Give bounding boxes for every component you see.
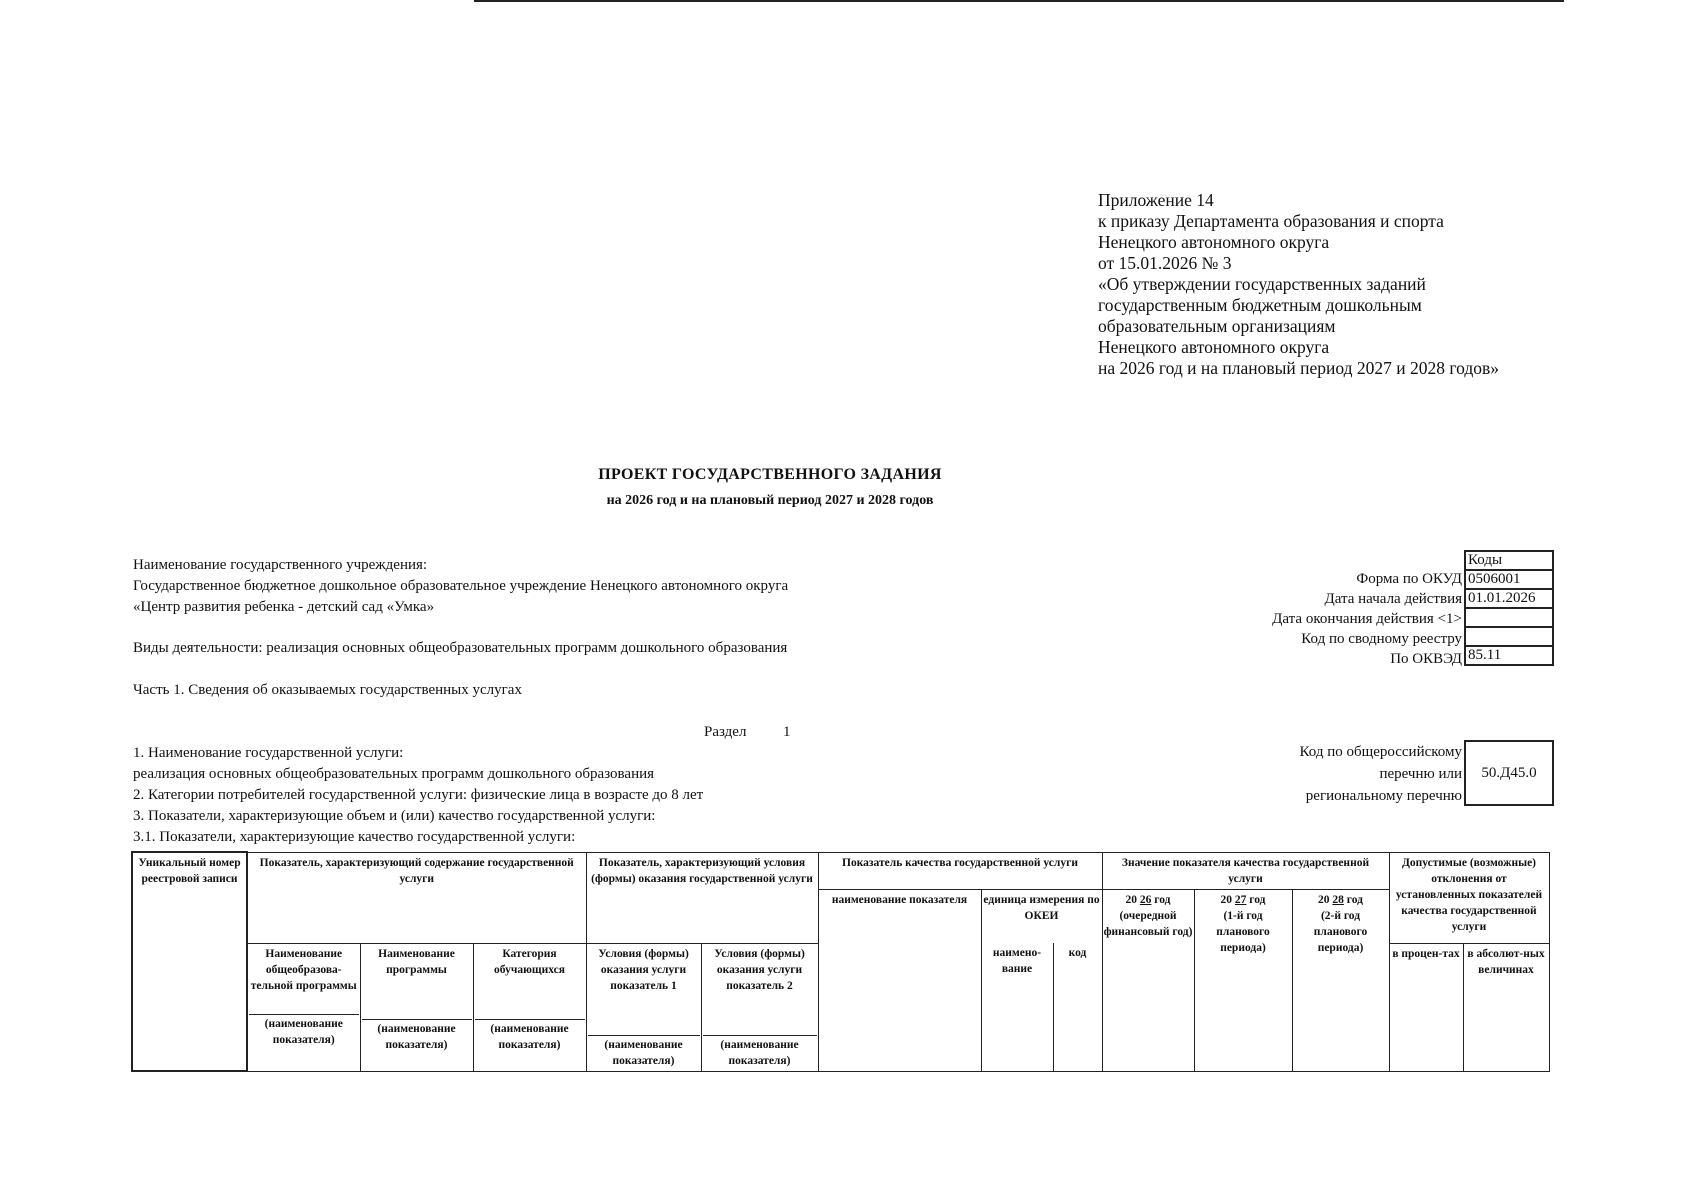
label-end-date: Дата окончания действия <1>	[1272, 611, 1462, 627]
year-value: 26	[1139, 893, 1152, 906]
code-okud: 0506001	[1465, 570, 1553, 589]
col-deviation-percent: в процен-тах	[1389, 943, 1463, 1071]
section-label: Раздел	[704, 724, 747, 740]
col-category	[473, 943, 586, 1071]
col-label: Наименование программы	[378, 947, 455, 976]
col-indicator-name: наименование показателя	[818, 889, 981, 1071]
quality-heading: 3.1. Показатели, характеризующие качество государственной услуги:	[133, 829, 576, 845]
institution-name-line1: Государственное бюджетное дошкольное образовательное учреждение Ненецкого автономного округа	[133, 578, 789, 594]
col-program-direction	[247, 943, 360, 1071]
col-unique-number: Уникальный номер реестровой записи	[132, 852, 247, 1071]
service-name-label: 1. Наименование государственной услуги:	[133, 745, 404, 761]
year-note: (1-й год планового периода)	[1216, 909, 1270, 954]
appendix-line: образовательным организациям	[1098, 316, 1336, 336]
part-heading: Часть 1. Сведения об оказываемых государственных услугах	[133, 682, 522, 698]
label-registry: Код по сводному реестру	[1301, 631, 1462, 647]
code-end-date	[1465, 608, 1553, 627]
col-program	[360, 943, 473, 1071]
activity-type: Виды деятельности: реализация основных общеобразовательных программ дошкольного образования	[133, 640, 788, 656]
col-deviation-group: Допустимые (возможные) отклонения от установленных показателей качества государственной услуги	[1389, 852, 1549, 943]
year-value: 27	[1234, 893, 1247, 906]
col-sublabel: (наименование показателя)	[475, 1019, 585, 1053]
col-unit-name: наимено-вание	[981, 943, 1053, 1071]
year-prefix: 20	[1125, 893, 1138, 906]
col-year-2026	[1102, 889, 1194, 1071]
label-start-date: Дата начала действия	[1324, 591, 1462, 607]
document-title: ПРОЕКТ ГОСУДАРСТВЕННОГО ЗАДАНИЯ	[598, 466, 942, 483]
year-value: 28	[1332, 893, 1344, 906]
code-list-label-3: региональному перечню	[1305, 788, 1462, 804]
col-sublabel: (наименование показателя)	[703, 1035, 817, 1069]
col-label: Наименование общеобразова-тельной программы	[250, 947, 357, 992]
col-unit-okei: единица измерения по ОКЕИ	[981, 889, 1102, 943]
appendix-line: «Об утверждении государственных заданий	[1098, 274, 1426, 294]
year-note: (2-й год планового периода)	[1313, 909, 1368, 954]
label-okved: По ОКВЭД	[1390, 651, 1462, 667]
year-prefix: 20	[1220, 893, 1233, 906]
year-suffix: год	[1346, 893, 1363, 906]
appendix-line: Приложение 14	[1098, 190, 1214, 210]
code-start-date: 01.01.2026	[1465, 589, 1553, 608]
year-suffix: год	[1249, 893, 1266, 906]
document-subtitle: на 2026 год и на плановый период 2027 и 2028 годов	[606, 493, 934, 508]
col-conditions-group: Показатель, характеризующий условия (формы) оказания государственной услуги	[586, 852, 818, 943]
col-label: Условия (формы) оказания услуги показатель 1	[598, 947, 689, 992]
label-okud: Форма по ОКУД	[1356, 571, 1462, 587]
col-sublabel: (наименование показателя)	[362, 1019, 472, 1053]
code-list-label-2: перечню или	[1379, 766, 1462, 782]
col-unit-code: код	[1053, 943, 1102, 1071]
quality-indicators-table	[131, 851, 1550, 1072]
appendix-line: на 2026 год и на плановый период 2027 и 2028 годов»	[1098, 358, 1500, 378]
top-rule	[474, 0, 1564, 2]
codes-header: Коды	[1465, 551, 1553, 570]
year-prefix: 20	[1318, 893, 1330, 906]
code-okved: 85.11	[1465, 646, 1553, 665]
col-label: Условия (формы) оказания услуги показатель 2	[714, 947, 805, 992]
code-list-label-1: Код по общероссийскому	[1299, 744, 1462, 760]
code-registry	[1465, 627, 1553, 646]
institution-name-line2: «Центр развития ребенка - детский сад «Умка»	[133, 599, 435, 615]
col-deviation-absolute: в абсолют-ных величинах	[1463, 943, 1549, 1071]
appendix-block	[1098, 190, 1499, 379]
col-value-group: Значение показателя качества государственной услуги	[1102, 852, 1389, 889]
year-suffix: год	[1154, 893, 1171, 906]
appendix-line: к приказу Департамента образования и спорта	[1098, 211, 1444, 231]
appendix-line: Ненецкого автономного округа	[1098, 232, 1330, 252]
col-year-2028	[1292, 889, 1389, 1071]
appendix-line: от 15.01.2026 № 3	[1098, 253, 1232, 273]
service-code: 50.Д45.0	[1481, 764, 1537, 781]
codes-box	[1464, 550, 1554, 666]
appendix-line: Ненецкого автономного округа	[1098, 337, 1330, 357]
col-condition-2	[701, 943, 818, 1071]
indicators-heading: 3. Показатели, характеризующие объем и (или) качество государственной услуги:	[133, 808, 656, 824]
col-year-2027	[1194, 889, 1292, 1071]
col-sublabel: (наименование показателя)	[249, 1014, 359, 1048]
col-quality-group: Показатель качества государственной услуги	[818, 852, 1102, 889]
col-content-group: Показатель, характеризующий содержание государственной услуги	[247, 852, 586, 943]
col-label: Категория обучающихся	[494, 947, 565, 976]
year-note: (очередной финансовый год)	[1103, 909, 1193, 938]
appendix-line: государственным бюджетным дошкольным	[1098, 295, 1422, 315]
section-number: 1	[783, 724, 791, 740]
col-sublabel: (наименование показателя)	[588, 1035, 700, 1069]
col-condition-1	[586, 943, 701, 1071]
consumer-categories: 2. Категории потребителей государственной услуги: физические лица в возрасте до 8 лет	[133, 787, 704, 803]
service-code-box	[1464, 740, 1554, 806]
institution-label: Наименование государственного учреждения:	[133, 557, 428, 573]
codes-labels	[1100, 571, 1462, 681]
service-name: реализация основных общеобразовательных программ дошкольного образования	[133, 766, 655, 782]
